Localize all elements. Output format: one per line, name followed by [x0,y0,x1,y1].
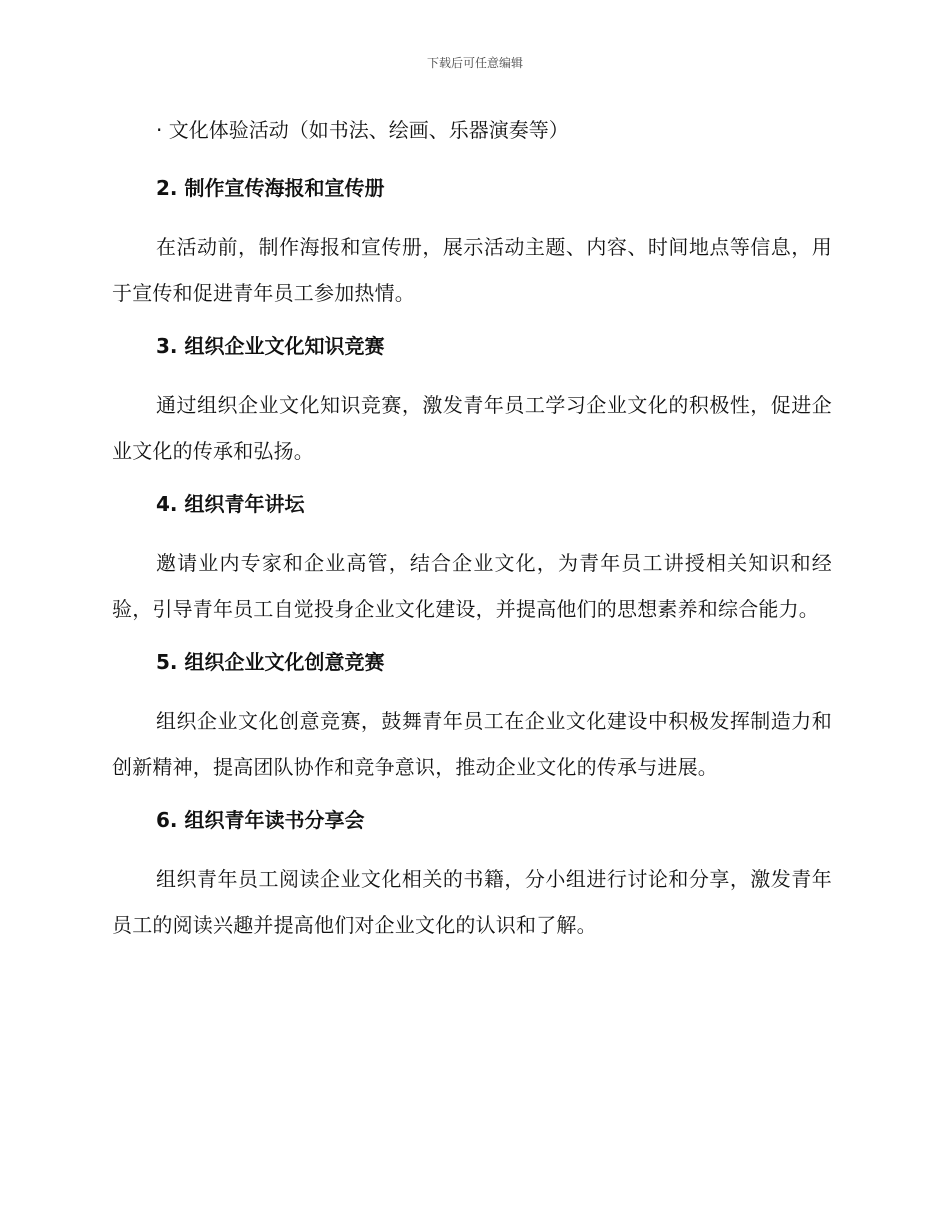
document-content [112,112,832,960]
header-note: 下载后可任意编辑 [426,56,523,70]
section-body-2: 在活动前，制作海报和宣传册，展示活动主题、内容、时间地点等信息，用于宣传和促进青年员工参加热情。 [112,235,832,305]
section-body-4: 邀请业内专家和企业高管，结合企业文化，为青年员工讲授相关知识和经验，引导青年员工自觉投身企业文化建设，并提高他们的思想素养和综合能力。 [112,551,832,621]
section-body-6: 组织青年员工阅读企业文化相关的书籍，分小组进行讨论和分享，激发青年员工的阅读兴趣并提高他们对企业文化的认识和了解。 [112,867,832,937]
section-body-5: 组织企业文化创意竞赛，鼓舞青年员工在企业文化建设中积极发挥制造力和创新精神，提高团队协作和竞争意识，推动企业文化的传承与进展。 [112,709,832,779]
section-heading-6: 6. 组织青年读书分享会 [156,808,365,832]
section-heading-4: 4. 组织青年讲坛 [156,492,305,516]
section-body-3: 通过组织企业文化知识竞赛，激发青年员工学习企业文化的积极性，促进企业文化的传承和弘扬。 [112,393,832,463]
bullet-item: · 文化体验活动（如书法、绘画、乐器演奏等） [156,118,569,142]
section-heading-2: 2. 制作宣传海报和宣传册 [156,176,385,200]
section-heading-5: 5. 组织企业文化创意竞赛 [156,650,385,674]
section-heading-3: 3. 组织企业文化知识竞赛 [156,334,385,358]
